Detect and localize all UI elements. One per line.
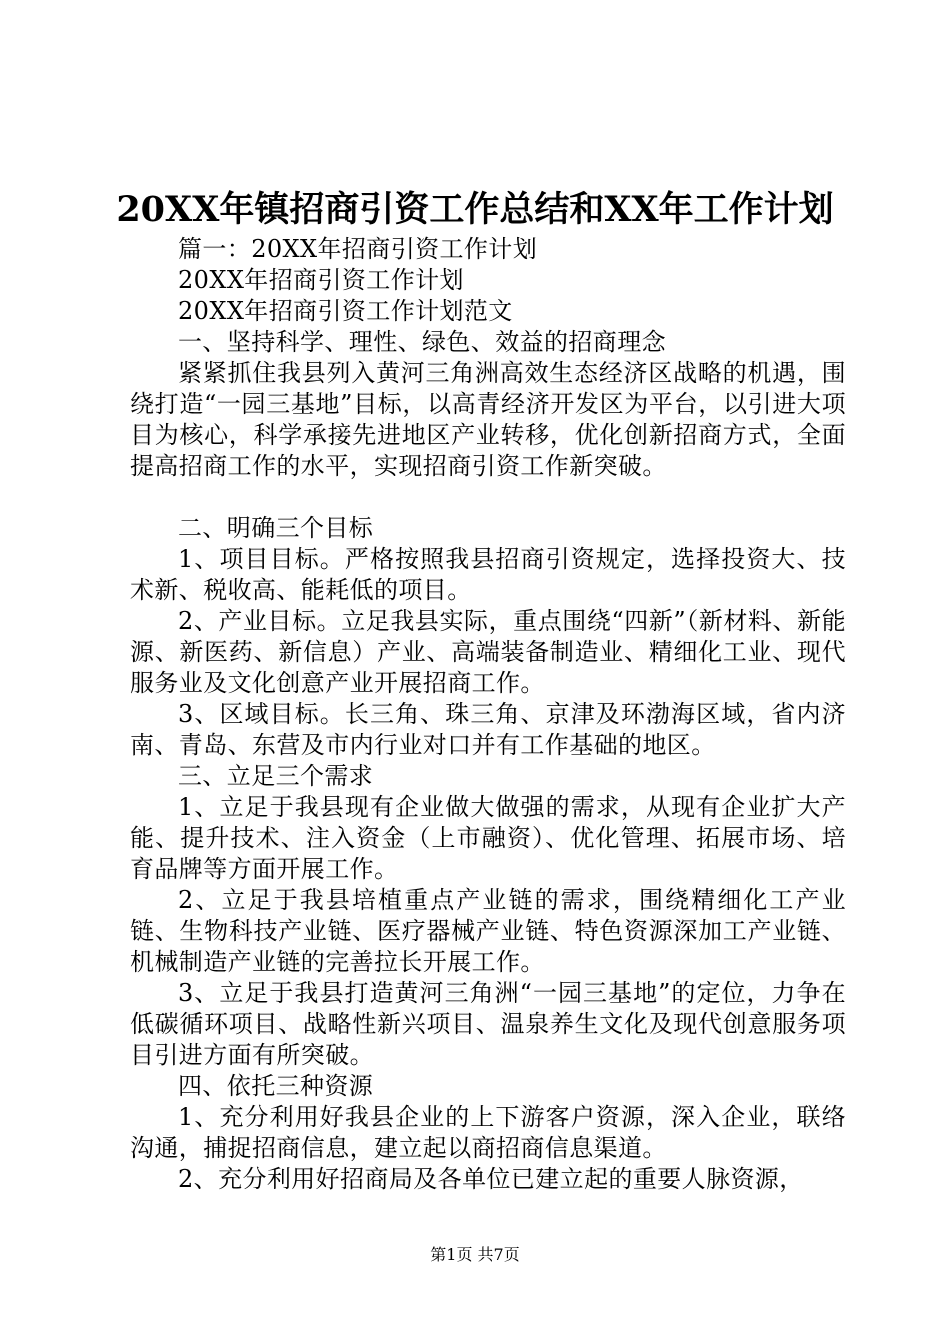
page-footer: 第1页 共7页 [430,1245,520,1264]
paragraph-spacer [130,482,846,513]
paragraph-body: 1、立足于我县现有企业做大做强的需求，从现有企业扩大产能、提升技术、注入资金（上市融资）、优化管理、拓展市场、培育品牌等方面开展工作。 [130,793,846,883]
paragraph-body: 1、项目目标。严格按照我县招商引资规定，选择投资大、技术新、税收高、能耗低的项目。 [130,545,846,604]
paragraph-heading-4: 四、依托三种资源 [178,1072,374,1100]
paragraph-heading-2: 二、明确三个目标 [178,514,374,542]
paragraph-body: 2、立足于我县培植重点产业链的需求，围绕精细化工产业链、生物科技产业链、医疗器械产业链、特色资源深加工产业链、机械制造产业链的完善拉长开展工作。 [130,886,846,976]
paragraph-body: 3、立足于我县打造黄河三角洲“一园三基地”的定位，力争在低碳循环项目、战略性新兴项目、温泉养生文化及现代创意服务项目引进方面有所突破。 [130,979,846,1069]
paragraph-subtitle: 20XX年招商引资工作计划范文 [178,297,513,325]
paragraph-section-heading: 篇一：20XX年招商引资工作计划 [178,235,538,263]
paragraph-heading-1: 一、坚持科学、理性、绿色、效益的招商理念 [178,328,666,356]
paragraph-body: 1、充分利用好我县企业的上下游客户资源，深入企业，联络沟通，捕捉招商信息，建立起以商招商信息渠道。 [130,1103,846,1162]
paragraph-subtitle: 20XX年招商引资工作计划 [178,266,464,294]
document-title: 20XX年镇招商引资工作总结和XX年工作计划 [116,189,834,230]
paragraph-body: 3、区域目标。长三角、珠三角、京津及环渤海区域，省内济南、青岛、东营及市内行业对口并有工作基础的地区。 [130,700,846,759]
paragraph-heading-3: 三、立足三个需求 [178,762,374,790]
paragraph-body: 2、充分利用好招商局及各单位已建立起的重要人脉资源， [178,1165,804,1193]
paragraph-body: 紧紧抓住我县列入黄河三角洲高效生态经济区战略的机遇，围绕打造“一园三基地”目标，以高青经济开发区为平台，以引进大项目为核心，科学承接先进地区产业转移，优化创新招商方式，全面提高招商工作的水平，实现招商引资工作新突破。 [130,359,846,480]
paragraph-body: 2、产业目标。立足我县实际，重点围绕“四新”（新材料、新能源、新医药、新信息）产业、高端装备制造业、精细化工业、现代服务业及文化创意产业开展招商工作。 [130,607,846,697]
document-body [130,234,846,1195]
